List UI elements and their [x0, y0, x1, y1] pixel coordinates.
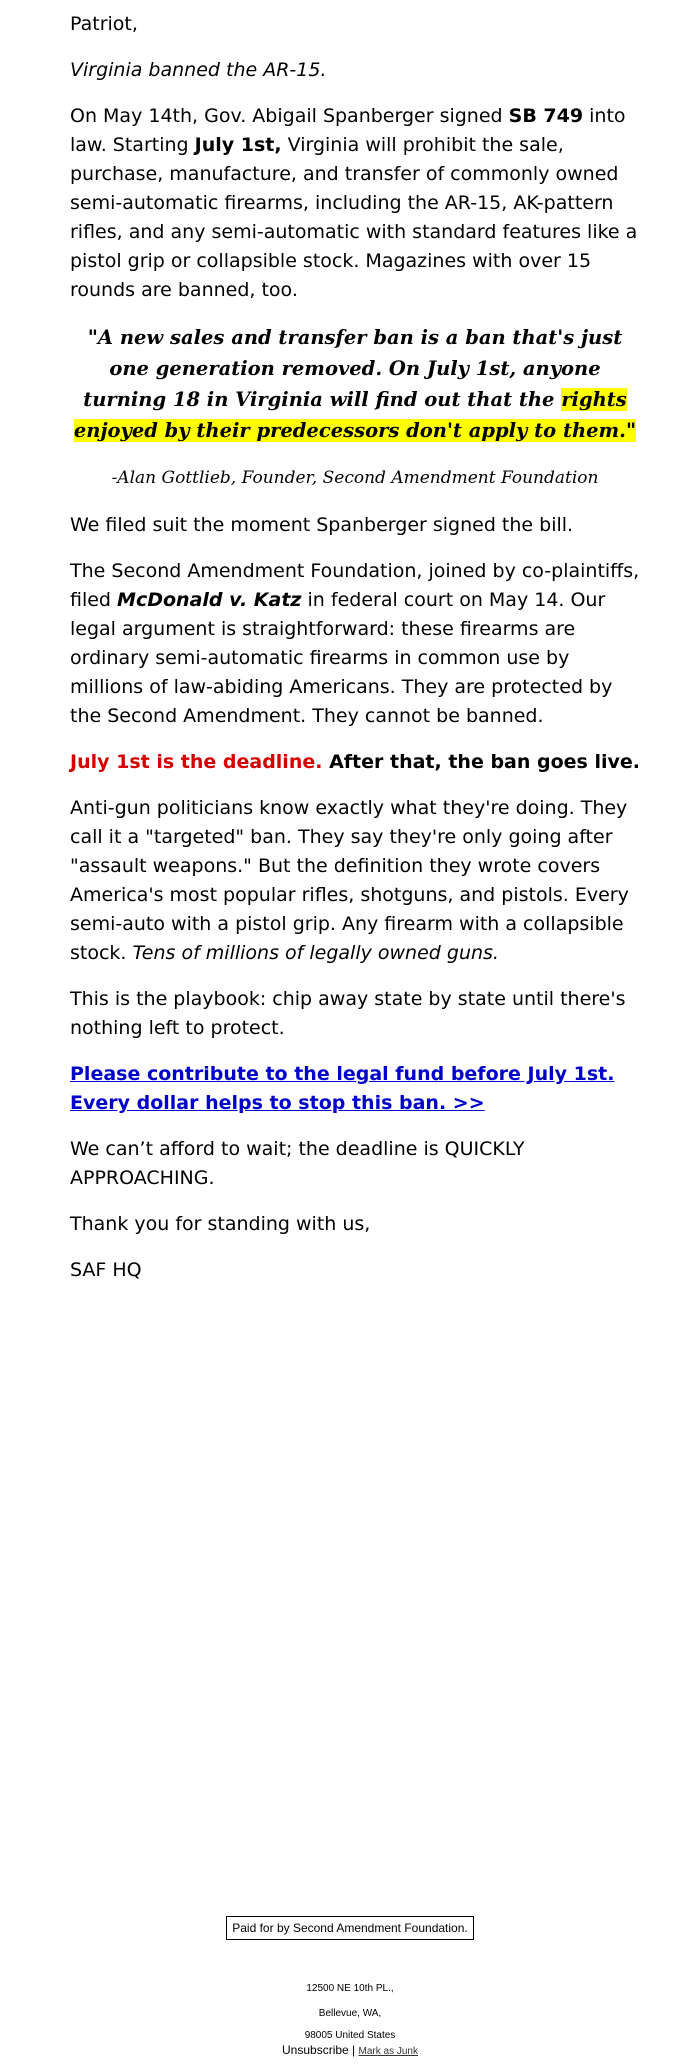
paragraph-bill-b: into law. Starting: [70, 105, 626, 156]
paragraph-politicians-italic: Tens of millions of legally owned guns.: [132, 942, 499, 964]
quote-attribution: -Alan Gottlieb, Founder, Second Amendment Foundation: [111, 468, 599, 488]
paragraph-bill: [70, 102, 640, 305]
start-date: July 1st,: [194, 134, 282, 156]
deadline-black: After that, the ban goes live.: [322, 751, 640, 773]
pull-quote-highlight: rights enjoyed by their predecessors don't apply to them.": [73, 388, 637, 442]
case-name: McDonald v. Katz: [117, 589, 302, 611]
headline-text: Virginia banned the AR-15.: [70, 59, 327, 81]
paragraph-bill-a: On May 14th, Gov. Abigail Spanberger signed: [70, 105, 509, 127]
paragraph-playbook: This is the playbook: chip away state by state until there's nothing left to protect.: [70, 988, 626, 1039]
paragraph-politicians-a: Anti-gun politicians know exactly what they're doing. They call it a "targeted" ban. They say they're only going after "assault weapons." But the definition they wrote covers America's most popular rifles, shotguns, and pistols. Every semi-auto with a pistol grip. Any firearm with a collapsible stock.: [70, 797, 629, 964]
paragraph-bill-c: Virginia will prohibit the sale, purchase, manufacture, and transfer of commonly owned semi-automatic firearms, including the AR-15, AK-pattern rifles, and any semi-automatic with standard features like a pistol grip or collapsible stock. Magazines with over 15 rounds are banned, too.: [70, 134, 638, 301]
bill-number: SB 749: [508, 105, 584, 127]
deadline-red: July 1st is the deadline.: [70, 751, 323, 773]
cta-paragraph: [70, 1060, 640, 1118]
unsubscribe-link[interactable]: Unsubscribe: [282, 2043, 349, 2057]
signature: SAF HQ: [70, 1259, 142, 1281]
unsubscribe-row: [0, 2043, 700, 2057]
address-line-3: 98005 United States: [304, 2030, 396, 2041]
greeting: Patriot,: [70, 13, 138, 35]
pull-quote: [70, 322, 640, 446]
donate-link[interactable]: [70, 1063, 614, 1114]
email-body: [70, 0, 640, 1302]
paragraph-politicians: [70, 794, 640, 968]
paragraph-lawsuit-a: The Second Amendment Foundation, joined by co-plaintiffs, filed: [70, 560, 640, 611]
footer-separator: |: [348, 2043, 359, 2057]
paragraph-lawsuit: [70, 557, 640, 731]
mark-as-junk-link[interactable]: Mark as Junk: [358, 2046, 418, 2057]
address-line-2: Bellevue, WA,: [318, 2008, 382, 2019]
headline: [70, 56, 640, 85]
paid-for-notice: [0, 1916, 700, 1940]
donate-link-line2: Every dollar helps to stop this ban. >>: [70, 1092, 485, 1114]
address-line-1: 12500 NE 10th PL.,: [306, 1983, 394, 1994]
paragraph-filed-suit: We filed suit the moment Spanberger signed the bill.: [70, 514, 574, 536]
paid-for-text: Paid for by Second Amendment Foundation.: [226, 1916, 473, 1940]
paragraph-lawsuit-b: in federal court on May 14. Our legal argument is straightforward: these firearms are ordinary semi-automatic firearms in common use by millions of law-abiding Americans. They are protected by the Second Amendment. They cannot be banned.: [70, 589, 613, 727]
pull-quote-text: "A new sales and transfer ban is a ban that's just one generation removed. On July 1st, anyone turning 18 in Virginia will find out that the: [83, 326, 623, 411]
signoff: Thank you for standing with us,: [70, 1213, 371, 1235]
donate-link-line1: Please contribute to the legal fund before July 1st.: [70, 1063, 615, 1085]
paragraph-urgency: We can’t afford to wait; the deadline is QUICKLY APPROACHING.: [70, 1138, 525, 1189]
deadline-line: [70, 748, 640, 777]
